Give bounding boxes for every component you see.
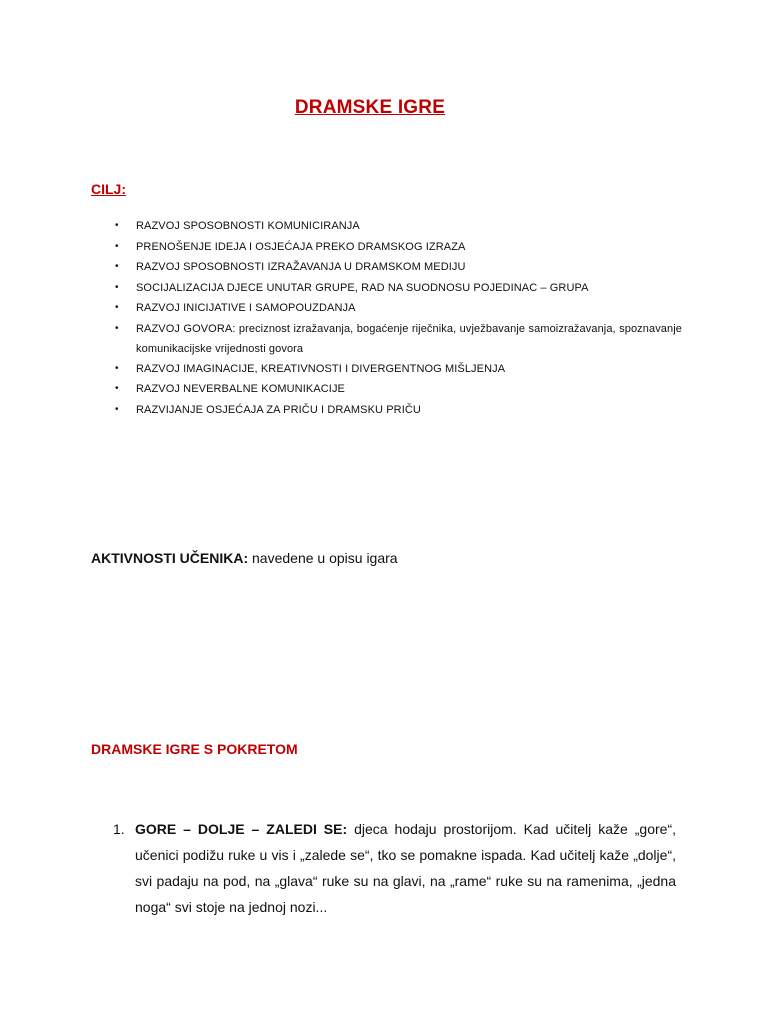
bullet-icon: • [115, 220, 119, 231]
goal-text: RAZVIJANJE OSJEĆAJA ZA PRIČU I DRAMSKU PRIČU [136, 403, 421, 416]
goal-item [112, 400, 682, 421]
goal-text: RAZVOJ SPOSOBNOSTI IZRAŽAVANJA U DRAMSKOM MEDIJU [136, 261, 466, 273]
goal-item [112, 257, 682, 278]
goals-list [112, 216, 682, 420]
game-number: 1. [113, 821, 125, 837]
bullet-icon: • [115, 322, 119, 334]
goal-text: PRENOŠENJE IDEJA I OSJEĆAJA PREKO DRAMSKOG IZRAZA [136, 240, 466, 253]
goal-text: RAZVOJ GOVORA: preciznost izražavanja, bogaćenje riječnika, uvježbavanje samoizražavanja, spoznavanje komunikacijske vrijednosti govora [136, 322, 682, 355]
activities-separator: : [243, 550, 249, 566]
game-item [113, 816, 676, 920]
goal-item [112, 298, 682, 319]
game-description: djeca hodaju prostorijom. Kad učitelj kaže „gore“, učenici podižu ruke u vis i „zalede se“, tko se pomakne ispada. Kad učitelj kaže „dolje“, svi padaju na pod, na „glava“ ruke su na glavi, na „rame“ ruke su na ramenima, „jedna noga“ svi stoje na jednoj nozi... [135, 821, 676, 915]
activities-line [91, 550, 398, 566]
document-title: DRAMSKE IGRE [294, 97, 446, 118]
bullet-icon: • [115, 383, 119, 394]
bullet-icon: • [115, 261, 119, 272]
goal-item [112, 359, 682, 380]
goals-heading: CILJ: [91, 181, 126, 197]
activities-text: navedene u opisu igara [248, 550, 398, 566]
game-body [135, 816, 676, 920]
bullet-icon: • [115, 302, 119, 313]
goal-item [112, 278, 682, 299]
goal-text: RAZVOJ IMAGINACIJE, KREATIVNOSTI I DIVERGENTNOG MIŠLJENJA [136, 362, 506, 375]
goal-text: RAZVOJ NEVERBALNE KOMUNIKACIJE [136, 383, 345, 395]
game-name: GORE – DOLJE – ZALEDI SE [135, 821, 343, 837]
goal-item [112, 216, 682, 237]
goal-text: RAZVOJ INICIJATIVE I SAMOPOUZDANJA [136, 302, 356, 314]
goal-item [112, 379, 682, 400]
section-heading: DRAMSKE IGRE S POKRETOM [91, 741, 298, 757]
game-separator: : [342, 821, 348, 837]
bullet-icon: • [115, 403, 119, 415]
activities-label: AKTIVNOSTI UČENIKA [91, 550, 244, 566]
goal-item [112, 319, 682, 359]
goal-text: RAZVOJ SPOSOBNOSTI KOMUNICIRANJA [136, 220, 360, 232]
bullet-icon: • [115, 281, 119, 293]
goal-text: SOCIJALIZACIJA DJECE UNUTAR GRUPE, RAD NA SUODNOSU POJEDINAC – GRUPA [136, 281, 589, 294]
goal-item [112, 237, 682, 258]
bullet-icon: • [115, 362, 119, 374]
bullet-icon: • [115, 240, 119, 252]
